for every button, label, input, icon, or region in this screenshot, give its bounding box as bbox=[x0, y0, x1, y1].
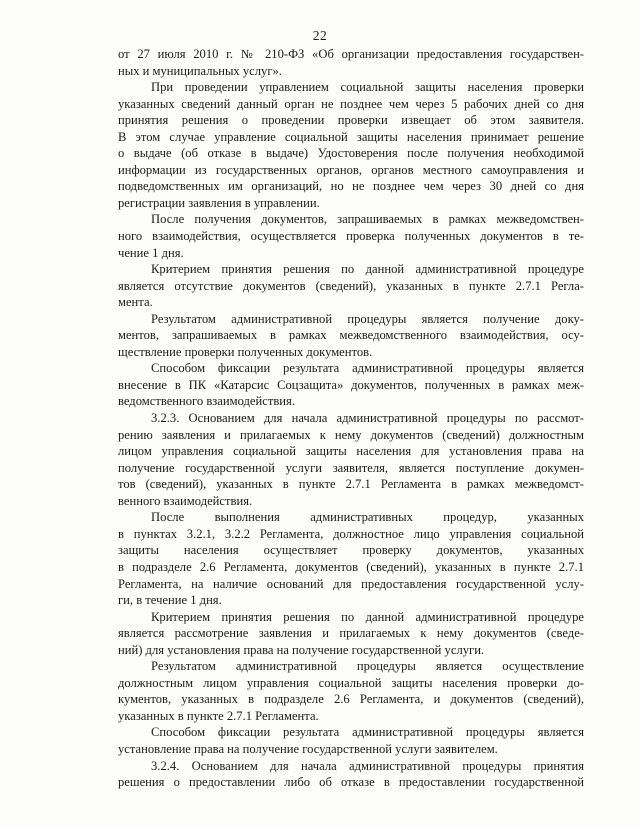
paragraph-first-line: После получения документов, запрашиваемых в рамках межведомствен- bbox=[151, 212, 584, 227]
paragraph-first-line: Критерием принятия решения по данной административной процедуре bbox=[151, 609, 584, 624]
text-line: ги, в течение 1 дня. bbox=[118, 593, 222, 608]
text-line: тов (сведений), указанных в пункте 2.7.1 Регламента в рамках межведомст- bbox=[118, 477, 584, 492]
paragraph-first-line: 3.2.4. Основанием для начала административной процедуры принятия bbox=[151, 758, 584, 773]
text-line: лицом управления социальной защиты населения для установления права на bbox=[118, 444, 584, 459]
text-line: информации из государственных органов, органов местного самоуправления и bbox=[118, 162, 584, 177]
text-line: решения о предоставлении либо об отказе в предоставлении государственной bbox=[118, 775, 584, 790]
paragraph-first-line: 3.2.3. Основанием для начала административной процедуры по рассмот- bbox=[151, 411, 584, 426]
text-line: о выдаче (об отказе в выдаче) Удостоверения после получения необходимой bbox=[118, 146, 584, 161]
text-line: подведомственных им организаций, но не позднее чем через 30 дней со дня bbox=[118, 179, 584, 194]
paragraph-first-line: Результатом административной процедуры является осуществление bbox=[151, 659, 584, 674]
text-line: получение государственной услуги заявителя, является поступление докумен- bbox=[118, 460, 584, 475]
text-line: регистрации заявления в управлении. bbox=[118, 195, 320, 210]
text-line: установление права на получение государственной услуги заявителем. bbox=[118, 741, 498, 756]
text-line: ных и муниципальных услуг». bbox=[118, 63, 282, 78]
text-line: внесение в ПК «Катарсис Соцзащита» документов, полученных в рамках меж- bbox=[118, 377, 584, 392]
paragraph-first-line: При проведении управлением социальной защиты населения проверки bbox=[151, 80, 584, 95]
text-line: Регламента, на наличие оснований для предоставления государственной услу- bbox=[118, 576, 584, 591]
text-line: ментов, запрашиваемых в рамках межведомственного взаимодействия, осу- bbox=[118, 328, 584, 343]
text-line: чение 1 дня. bbox=[118, 245, 184, 260]
text-line: защиты населения осуществляет проверку документов, указанных bbox=[118, 543, 584, 558]
text-line: ного взаимодействия, осуществляется проверка полученных документов в те- bbox=[118, 229, 584, 244]
page-number: 22 bbox=[312, 28, 328, 43]
text-line: рению заявления и прилагаемых к нему документов (сведений) должностным bbox=[118, 427, 584, 442]
text-line: в пунктах 3.2.1, 3.2.2 Регламента, должностное лицо управления социальной bbox=[118, 526, 584, 541]
text-line: является рассмотрение заявления и прилагаемых к нему документов (сведе- bbox=[118, 626, 584, 641]
text-line: ний) для установления права на получение государственной услуги. bbox=[118, 642, 485, 657]
text-line: в подразделе 2.6 Регламента, документов (сведений), указанных в пункте 2.7.1 bbox=[118, 559, 584, 574]
text-line: от 27 июля 2010 г. № 210-ФЗ «Об организации предоставления государствен- bbox=[118, 47, 584, 61]
text-line: указанных в пункте 2.7.1 Регламента. bbox=[118, 708, 319, 723]
text-line: мента. bbox=[118, 295, 153, 310]
paragraph-first-line: Результатом административной процедуры является получение доку- bbox=[151, 311, 584, 326]
text-line: является отсутствие документов (сведений), указанных в пункте 2.7.1 Регла- bbox=[118, 278, 584, 293]
text-line: указанных сведений данный орган не позднее чем через 5 рабочих дней со дня bbox=[118, 96, 584, 111]
body-text bbox=[118, 46, 584, 791]
text-line: должностным лицом управления социальной защиты населения проверки до- bbox=[118, 675, 584, 690]
paragraph-first-line: После выполнения административных процедур, указанных bbox=[151, 510, 584, 525]
paragraph-first-line: Способом фиксации результата административной процедуры является bbox=[151, 725, 584, 740]
text-line: принятия решения о проведении проверки извещает об этом заявителя. bbox=[118, 113, 584, 128]
text-line: В этом случае управление социальной защиты населения принимает решение bbox=[118, 129, 584, 144]
text-line: венного взаимодействия. bbox=[118, 493, 253, 508]
text-line: кументов, указанных в подразделе 2.6 Регламента, и документов (сведений), bbox=[118, 692, 584, 707]
text-line: ществление проверки полученных документов. bbox=[118, 344, 373, 359]
paragraph-first-line: Критерием принятия решения по данной административной процедуре bbox=[151, 262, 584, 277]
text-line: ведомственного взаимодействия. bbox=[118, 394, 295, 409]
paragraph-first-line: Способом фиксации результата административной процедуры является bbox=[151, 361, 584, 376]
